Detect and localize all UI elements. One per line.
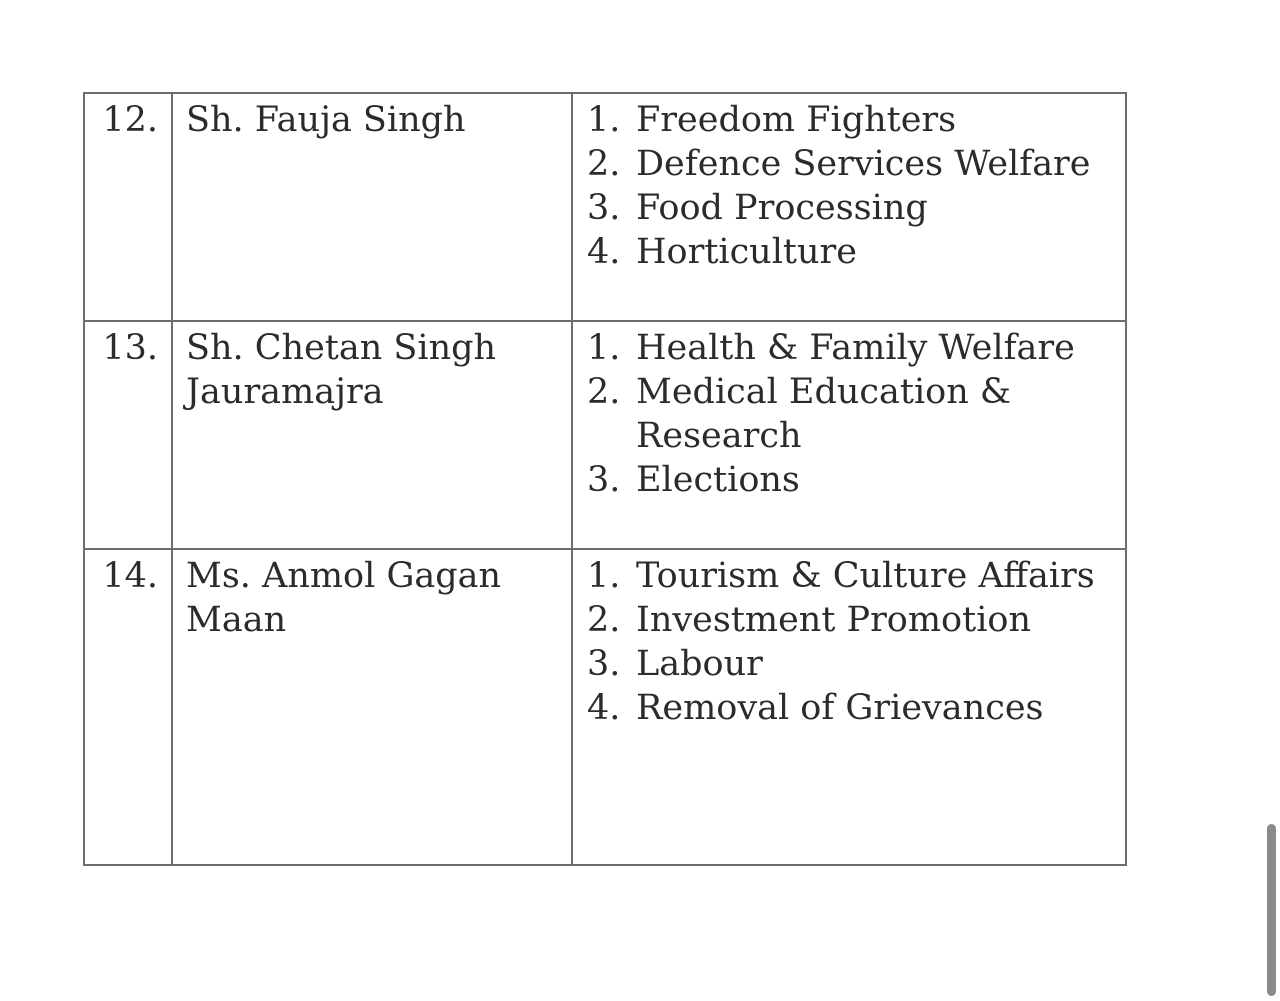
item-number: 1. (587, 328, 621, 368)
department-name: Medical Education & Research (636, 372, 1012, 456)
list-item (587, 686, 1125, 730)
department-name: Removal of Grievances (636, 688, 1044, 728)
minister-name-text: Ms. Anmol Gagan Maan (186, 556, 502, 640)
portfolio-list (587, 326, 1125, 502)
list-item (587, 458, 1125, 502)
department-name: Health & Family Welfare (636, 328, 1075, 368)
department-name: Tourism & Culture Affairs (636, 556, 1095, 596)
item-number: 3. (587, 188, 621, 228)
list-item (587, 642, 1125, 686)
list-item (587, 186, 1125, 230)
list-item (587, 554, 1125, 598)
list-item (587, 142, 1125, 186)
minister-name: Sh. Fauja Singh (172, 93, 572, 321)
item-number: 4. (587, 688, 621, 728)
list-item (587, 98, 1125, 142)
minister-name (172, 321, 572, 549)
department-name: Food Processing (636, 188, 928, 228)
list-item (587, 326, 1125, 370)
table-row (84, 321, 1126, 549)
list-item (587, 598, 1125, 642)
list-item (587, 370, 1125, 458)
department-name: Elections (636, 460, 800, 500)
row-number: 12. (84, 93, 172, 321)
row-number: 13. (84, 321, 172, 549)
item-number: 4. (587, 232, 621, 272)
minister-name-text: Sh. Chetan Singh Jauramajra (186, 328, 497, 412)
portfolio-list (587, 554, 1125, 730)
list-item (587, 230, 1125, 274)
item-number: 2. (587, 600, 621, 640)
table-row (84, 549, 1126, 865)
item-number: 3. (587, 460, 621, 500)
portfolio-cell (572, 321, 1126, 549)
item-number: 1. (587, 556, 621, 596)
department-name: Defence Services Welfare (636, 144, 1091, 184)
ministers-table (83, 92, 1127, 866)
item-number: 3. (587, 644, 621, 684)
scrollbar-thumb[interactable] (1267, 824, 1276, 996)
portfolio-cell (572, 549, 1126, 865)
row-number: 14. (84, 549, 172, 865)
department-name: Horticulture (636, 232, 857, 272)
department-name: Investment Promotion (636, 600, 1031, 640)
department-name: Freedom Fighters (636, 100, 957, 140)
table-row (84, 93, 1126, 321)
item-number: 1. (587, 100, 621, 140)
portfolio-list (587, 98, 1125, 274)
department-name: Labour (636, 644, 763, 684)
item-number: 2. (587, 372, 621, 412)
minister-name (172, 549, 572, 865)
portfolio-cell (572, 93, 1126, 321)
item-number: 2. (587, 144, 621, 184)
